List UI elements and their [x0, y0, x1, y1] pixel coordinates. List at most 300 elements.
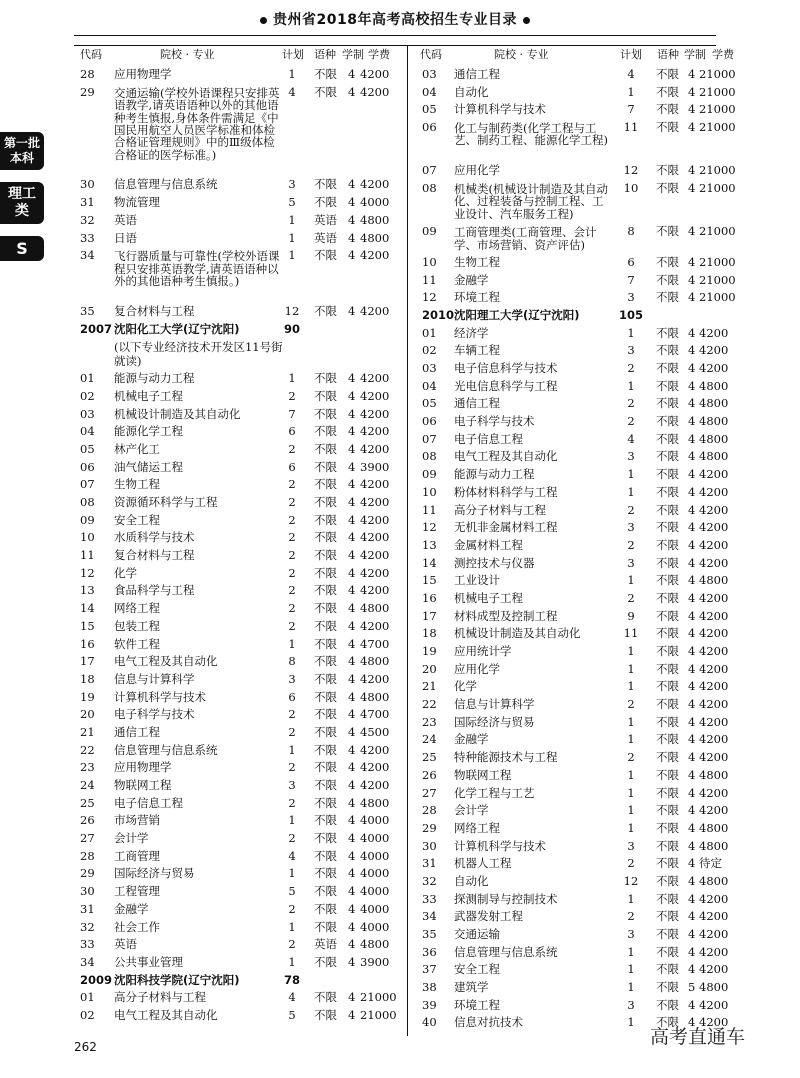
- row-major: 沈阳科技学院(辽宁沈阳): [114, 972, 240, 987]
- row-years: 4: [348, 760, 356, 775]
- row-code: 36: [422, 944, 437, 959]
- row-fee: 4200: [699, 1015, 729, 1030]
- row-lang: 不限: [656, 325, 679, 340]
- row-fee: 4800: [699, 414, 729, 429]
- row-major: 生物工程: [114, 477, 160, 492]
- row-fee: 4200: [360, 742, 390, 757]
- row-fee: 4200: [699, 555, 729, 570]
- row-major: 经济学: [454, 325, 489, 340]
- table-row: [422, 431, 729, 449]
- row-lang: 不限: [656, 750, 679, 765]
- row-fee: 21000: [360, 990, 397, 1005]
- row-fee: 4200: [360, 778, 390, 793]
- row-lang: 不限: [656, 520, 679, 535]
- row-lang: 不限: [656, 838, 679, 853]
- row-years: 4: [688, 84, 696, 99]
- row-years: 4: [348, 248, 356, 263]
- row-fee: 4200: [360, 477, 390, 492]
- row-plan: 6: [288, 424, 296, 439]
- row-major: 光电信息科学与工程: [454, 378, 558, 393]
- row-code: 02: [422, 343, 437, 358]
- row-fee: 3900: [360, 954, 390, 969]
- row-years: 4: [688, 520, 696, 535]
- row-fee: 21000: [699, 163, 736, 178]
- row-lang: 不限: [656, 537, 679, 552]
- row-major: 金属材料工程: [454, 537, 523, 552]
- row-fee: 4200: [699, 520, 729, 535]
- row-lang: 不限: [314, 441, 337, 456]
- row-plan: 2: [288, 441, 296, 456]
- row-years: 4: [348, 406, 356, 421]
- row-plan: 2: [288, 831, 296, 846]
- row-code: 31: [422, 856, 437, 871]
- row-lang: 不限: [656, 502, 679, 517]
- row-years: 4: [688, 396, 696, 411]
- row-fee: 4800: [699, 820, 729, 835]
- row-lang: 不限: [314, 778, 337, 793]
- row-plan: 2: [288, 707, 296, 722]
- row-major: 网络工程: [114, 601, 160, 616]
- row-code: 33: [422, 891, 437, 906]
- row-plan: 11: [623, 120, 639, 135]
- row-years: 4: [688, 838, 696, 853]
- row-major: 能源与动力工程: [454, 467, 535, 482]
- table-row: [80, 547, 400, 565]
- row-years: 4: [348, 583, 356, 598]
- row-major: 物联网工程: [454, 767, 512, 782]
- row-plan: 2: [288, 901, 296, 916]
- row-lang: 不限: [656, 856, 679, 871]
- row-years: 4: [688, 626, 696, 641]
- row-fee: 21000: [699, 254, 736, 269]
- row-lang: 不限: [314, 177, 337, 192]
- row-lang: 不限: [656, 102, 679, 117]
- table-row: [80, 636, 400, 654]
- table-row: [422, 223, 736, 254]
- row-major: 通信工程: [454, 67, 500, 81]
- table-row: [422, 608, 729, 626]
- row-fee: 4200: [360, 618, 390, 633]
- school-row: [80, 972, 400, 990]
- table-row: [422, 997, 729, 1015]
- row-code: 40: [422, 1015, 437, 1030]
- row-fee: 4200: [699, 626, 729, 641]
- row-major: 通信工程: [114, 724, 160, 739]
- row-major: 特种能源技术与工程: [454, 750, 558, 765]
- table-row: [80, 529, 400, 547]
- row-plan: 2: [627, 697, 635, 712]
- row-plan: 2: [288, 760, 296, 775]
- row-fee: 4200: [699, 325, 729, 340]
- row-code: 12: [422, 290, 437, 305]
- table-row: [80, 600, 400, 618]
- row-plan: 1: [288, 248, 296, 263]
- row-fee: 4800: [699, 573, 729, 588]
- row-fee: 4200: [360, 248, 390, 263]
- row-plan: 2: [288, 530, 296, 545]
- row-major: 工程管理: [114, 884, 160, 899]
- row-plan: 1: [288, 212, 296, 227]
- row-plan: 7: [288, 406, 296, 421]
- row-years: 4: [688, 856, 696, 871]
- table-row: [422, 802, 729, 820]
- row-code: 20: [422, 661, 437, 676]
- row-years: 4: [348, 441, 356, 456]
- row-plan: 1: [288, 813, 296, 828]
- row-code: 18: [422, 626, 437, 641]
- row-major: 化学: [454, 679, 477, 694]
- watermark: 高考直通车: [650, 1026, 746, 1048]
- row-years: 4: [348, 303, 356, 318]
- row-lang: 不限: [314, 477, 337, 492]
- table-row: [80, 565, 400, 583]
- row-years: 4: [688, 449, 696, 464]
- row-years: 4: [688, 102, 696, 117]
- row-years: 4: [348, 530, 356, 545]
- row-years: 4: [348, 990, 356, 1005]
- row-major: 软件工程: [114, 636, 160, 651]
- row-fee: 4200: [360, 583, 390, 598]
- table-row: [422, 180, 736, 223]
- row-years: 4: [688, 927, 696, 942]
- row-major: (以下专业经济技术开发区11号街就读): [114, 340, 283, 369]
- row-lang: 不限: [314, 760, 337, 775]
- row-major: 机械电子工程: [454, 590, 523, 605]
- row-lang: 不限: [656, 272, 679, 287]
- table-row: [422, 395, 729, 413]
- row-plan: 6: [627, 254, 635, 269]
- row-years: 4: [348, 654, 356, 669]
- row-major: 公共事业管理: [114, 954, 183, 969]
- row-major: 电气工程及其自动化: [114, 654, 218, 669]
- row-code: 08: [422, 449, 437, 464]
- row-lang: 不限: [314, 195, 337, 210]
- row-code: 35: [80, 303, 95, 318]
- table-row: [422, 625, 729, 643]
- row-years: 4: [348, 212, 356, 227]
- row-fee: 4200: [360, 67, 390, 81]
- table-row: [80, 176, 400, 194]
- row-lang: 不限: [656, 555, 679, 570]
- row-plan: 1: [627, 484, 635, 499]
- row-lang: 不限: [314, 583, 337, 598]
- page-title: 贵州省2018年高考高校招生专业目录: [273, 12, 517, 28]
- table-row: [80, 936, 400, 954]
- header-rule-top: [74, 35, 716, 36]
- row-major: 复合材料与工程: [114, 548, 195, 563]
- row-plan: 1: [627, 84, 635, 99]
- row-code: 26: [80, 813, 95, 828]
- row-lang: 不限: [656, 254, 679, 269]
- table-row: [422, 360, 729, 378]
- row-major: 机械类(机械设计制造及其自动化、过程装备与控制工程、工业设计、汽车服务工程): [454, 181, 608, 221]
- row-years: 4: [348, 831, 356, 846]
- row-code: 02: [80, 388, 95, 403]
- row-code: 01: [80, 990, 95, 1005]
- row-years: 4: [348, 901, 356, 916]
- row-code: 06: [80, 459, 95, 474]
- row-fee: 4200: [360, 388, 390, 403]
- row-lang: 不限: [656, 67, 679, 81]
- table-row: [422, 162, 736, 180]
- row-code: 22: [80, 742, 95, 757]
- table-row: [422, 572, 729, 590]
- row-fee: 4200: [699, 502, 729, 517]
- table-row: [422, 519, 729, 537]
- row-plan: 5: [288, 884, 296, 899]
- table-row: [80, 759, 400, 777]
- row-plan: 90: [283, 321, 300, 336]
- row-code: 22: [422, 697, 437, 712]
- row-years: 4: [348, 724, 356, 739]
- row-code: 39: [422, 997, 437, 1012]
- table-row: [422, 289, 736, 307]
- row-major: 信息管理与信息系统: [114, 177, 218, 192]
- row-years: 4: [348, 707, 356, 722]
- row-plan: 1: [627, 644, 635, 659]
- row-fee: 4800: [360, 601, 390, 616]
- row-years: 4: [688, 537, 696, 552]
- table-row: [422, 413, 729, 431]
- table-row: [80, 370, 400, 388]
- row-fee: 4800: [699, 767, 729, 782]
- row-fee: 4200: [699, 661, 729, 676]
- row-code: 21: [80, 724, 95, 739]
- row-code: 11: [422, 272, 437, 287]
- row-fee: 4200: [699, 697, 729, 712]
- row-plan: 3: [288, 177, 296, 192]
- table-row: [80, 689, 400, 707]
- row-years: 4: [688, 697, 696, 712]
- row-lang: 不限: [656, 590, 679, 605]
- row-plan: 2: [288, 795, 296, 810]
- row-fee: 4000: [360, 831, 390, 846]
- row-code: 30: [80, 177, 95, 192]
- row-major: 高分子材料与工程: [454, 502, 546, 517]
- row-years: 4: [348, 371, 356, 386]
- row-code: 07: [422, 163, 437, 178]
- row-fee: 4200: [699, 785, 729, 800]
- table-row: [80, 247, 400, 303]
- table-row: [80, 1007, 400, 1025]
- row-fee: 21000: [699, 272, 736, 287]
- row-plan: 2: [288, 565, 296, 580]
- row-major: 化学工程与工艺: [454, 785, 535, 800]
- row-lang: 不限: [314, 742, 337, 757]
- row-years: 4: [348, 388, 356, 403]
- row-lang: 英语: [314, 937, 337, 952]
- table-row: [422, 661, 729, 679]
- row-lang: 不限: [314, 565, 337, 580]
- row-fee: 4200: [699, 537, 729, 552]
- row-major: 英语: [114, 212, 137, 227]
- row-lang: 不限: [314, 371, 337, 386]
- page-header: [74, 8, 716, 32]
- row-major: 工业设计: [454, 573, 500, 588]
- column-divider: [407, 46, 408, 1036]
- table-row: [422, 272, 736, 290]
- row-plan: 3: [627, 555, 635, 570]
- row-code: 24: [80, 778, 95, 793]
- row-code: 28: [80, 848, 95, 863]
- row-fee: 待定: [699, 856, 722, 871]
- row-major: 国际经济与贸易: [114, 866, 195, 881]
- row-code: 11: [422, 502, 437, 517]
- row-years: 4: [348, 548, 356, 563]
- row-years: 4: [688, 67, 696, 81]
- table-row: [80, 441, 400, 459]
- row-lang: 不限: [656, 697, 679, 712]
- row-major: 计算机科学与技术: [454, 838, 546, 853]
- row-plan: 1: [288, 371, 296, 386]
- table-row: [80, 476, 400, 494]
- row-code: 05: [422, 102, 437, 117]
- row-lang: 不限: [314, 636, 337, 651]
- row-lang: 不限: [314, 919, 337, 934]
- row-major: 生物工程: [454, 254, 500, 269]
- row-years: 4: [688, 785, 696, 800]
- row-plan: 3: [288, 778, 296, 793]
- row-code: 07: [422, 431, 437, 446]
- row-major: 电子科学与技术: [114, 707, 195, 722]
- row-fee: 4200: [360, 303, 390, 318]
- row-lang: 不限: [314, 654, 337, 669]
- row-code: 21: [422, 679, 437, 694]
- row-major: 电子科学与技术: [454, 414, 535, 429]
- row-fee: 4200: [699, 467, 729, 482]
- row-years: 4: [348, 195, 356, 210]
- row-major: 通信工程: [454, 396, 500, 411]
- row-lang: 不限: [314, 618, 337, 633]
- row-code: 20: [80, 707, 95, 722]
- row-plan: 2: [288, 512, 296, 527]
- col-header-years-left: 学制: [342, 48, 364, 61]
- row-years: 4: [348, 778, 356, 793]
- row-years: 4: [348, 601, 356, 616]
- row-years: 4: [348, 689, 356, 704]
- row-lang: 不限: [656, 1015, 679, 1030]
- row-major: 信息管理与信息系统: [454, 944, 558, 959]
- row-plan: 1: [627, 962, 635, 977]
- row-major: 水质科学与技术: [114, 530, 195, 545]
- row-major: 资源循环科学与工程: [114, 495, 218, 510]
- row-plan: 2: [288, 937, 296, 952]
- row-major: 测控技术与仪器: [454, 555, 535, 570]
- school-row: [80, 321, 400, 339]
- row-code: 24: [422, 732, 437, 747]
- table-row: [422, 254, 736, 272]
- row-years: 4: [688, 378, 696, 393]
- row-fee: 4000: [360, 195, 390, 210]
- row-code: 10: [80, 530, 95, 545]
- table-row: [80, 653, 400, 671]
- row-major: 复合材料与工程: [114, 303, 195, 318]
- row-major: 应用化学: [454, 163, 500, 178]
- row-major: 信息与计算科学: [454, 697, 535, 712]
- row-fee: 4200: [699, 732, 729, 747]
- table-row: [80, 194, 400, 212]
- row-lang: 不限: [656, 891, 679, 906]
- row-lang: 不限: [656, 343, 679, 358]
- row-fee: 4200: [360, 406, 390, 421]
- row-years: 4: [688, 180, 696, 195]
- table-row: [422, 961, 729, 979]
- row-code: 2007: [80, 321, 113, 336]
- row-major: 无机非金属材料工程: [454, 520, 558, 535]
- row-major: 工商管理: [114, 848, 160, 863]
- row-years: 4: [348, 1007, 356, 1022]
- row-plan: 2: [627, 396, 635, 411]
- row-fee: 4000: [360, 848, 390, 863]
- row-plan: 3: [627, 343, 635, 358]
- table-row: [422, 696, 729, 714]
- row-years: 4: [688, 484, 696, 499]
- row-code: 17: [80, 654, 95, 669]
- row-years: 4: [348, 866, 356, 881]
- row-major: 探测制导与控制技术: [454, 891, 558, 906]
- row-plan: 12: [623, 163, 639, 178]
- row-plan: 3: [627, 520, 635, 535]
- row-lang: 不限: [314, 990, 337, 1005]
- row-code: 31: [80, 195, 95, 210]
- row-plan: 2: [288, 601, 296, 616]
- table-row: [422, 66, 736, 84]
- row-code: 04: [422, 378, 437, 393]
- row-years: 4: [688, 573, 696, 588]
- row-major: 市场营销: [114, 813, 160, 828]
- table-row: [422, 342, 729, 360]
- table-row: [422, 944, 729, 962]
- row-code: 09: [422, 467, 437, 482]
- row-code: 30: [80, 884, 95, 899]
- table-row: [80, 848, 400, 866]
- table-row: [80, 883, 400, 901]
- row-lang: 不限: [656, 767, 679, 782]
- row-lang: 不限: [314, 388, 337, 403]
- table-row: [422, 590, 729, 608]
- row-major: 信息管理与信息系统: [114, 742, 218, 757]
- row-major: 高分子材料与工程: [114, 990, 206, 1005]
- row-major: 林产化工: [114, 441, 160, 456]
- table-row: [422, 502, 729, 520]
- col-header-fee-left: 学费: [368, 48, 390, 61]
- row-fee: 4200: [360, 671, 390, 686]
- row-fee: 4200: [360, 495, 390, 510]
- row-plan: 2: [288, 583, 296, 598]
- row-lang: 不限: [314, 954, 337, 969]
- row-plan: 1: [627, 820, 635, 835]
- row-lang: 不限: [314, 303, 337, 318]
- col-header-years-right: 学制: [684, 48, 706, 61]
- table-row: [80, 919, 400, 937]
- row-fee: 4200: [360, 530, 390, 545]
- row-plan: 12: [623, 873, 639, 888]
- row-fee: 4200: [699, 803, 729, 818]
- row-fee: 4800: [699, 838, 729, 853]
- row-lang: 不限: [656, 431, 679, 446]
- row-major: 金融学: [454, 732, 489, 747]
- row-fee: 4800: [699, 431, 729, 446]
- row-major: 机器人工程: [454, 856, 512, 871]
- row-fee: 21000: [699, 84, 736, 99]
- row-years: 4: [688, 679, 696, 694]
- row-major: 金融学: [114, 901, 149, 916]
- row-plan: 1: [627, 378, 635, 393]
- row-fee: 4200: [699, 750, 729, 765]
- row-years: 4: [348, 565, 356, 580]
- side-tab-letter: S: [0, 236, 44, 261]
- row-major: 交通运输(学校外语课程只安排英语教学,请英语语种以外的其他语种考生慎报,身体条件需满足《中国民用航空人员医学标准和体检合格证管理规则》中的Ⅲ级体检合格证的医学标准。): [114, 85, 280, 162]
